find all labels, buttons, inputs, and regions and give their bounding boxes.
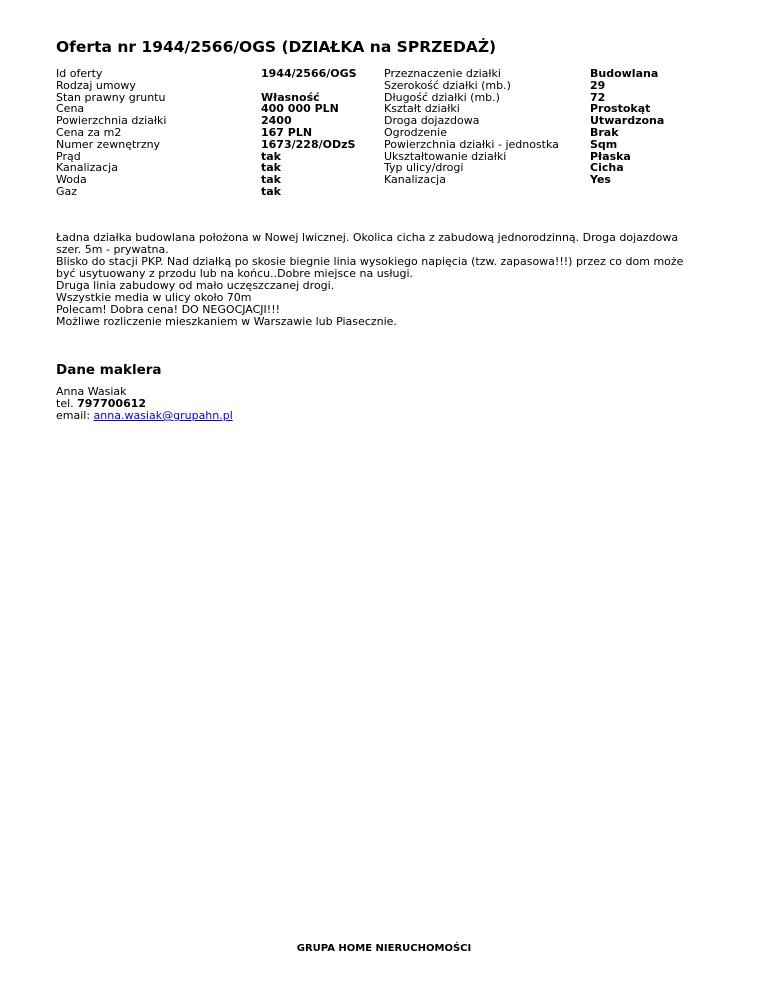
detail-label: Typ ulicy/drogi <box>384 161 464 175</box>
email-label: email: <box>56 409 91 422</box>
detail-label: Rodzaj umowy <box>56 78 136 92</box>
detail-value: Cicha <box>590 161 624 175</box>
detail-value: 29 <box>590 78 606 92</box>
detail-value: Własność <box>261 90 320 104</box>
left-values-column <box>261 68 376 198</box>
detail-value: 400 000 PLN <box>261 102 339 116</box>
detail-value: Budowlana <box>590 67 659 80</box>
detail-label: Stan prawny gruntu <box>56 90 166 104</box>
detail-label: Ukształtowanie działki <box>384 149 507 163</box>
detail-value: 72 <box>590 90 606 104</box>
detail-label: Kształt działki <box>384 102 460 116</box>
detail-label: Gaz <box>56 184 78 198</box>
detail-label: Cena za m2 <box>56 125 122 139</box>
description-paragraph: Ładna działka budowlana położona w Nowej Iwicznej. Okolica cicha z zabudową jednorodzinną. Droga dojazdowa szer. 5m - prywatna. <box>56 231 679 256</box>
detail-label: Ogrodzenie <box>384 125 447 139</box>
agent-heading: Dane maklera <box>56 362 162 378</box>
description-paragraph: Wszystkie media w ulicy około 70m <box>56 291 252 304</box>
detail-value: 1673/228/ODzS <box>261 137 356 151</box>
detail-label: Przeznaczenie działki <box>384 67 501 80</box>
detail-label: Długość działki (mb.) <box>384 90 500 104</box>
detail-label: Kanalizacja <box>56 161 118 175</box>
detail-value: 1944/2566/OGS <box>261 67 357 80</box>
agent-name: Anna Wasiak <box>56 385 127 398</box>
right-values-column <box>590 68 710 186</box>
detail-label: Prąd <box>56 149 81 163</box>
description-paragraph: Druga linia zabudowy od mało uczęszczanej drogi. <box>56 279 335 292</box>
detail-value: tak <box>261 161 281 175</box>
agent-email-line <box>56 410 233 422</box>
offer-description <box>56 232 706 328</box>
email-link[interactable]: anna.wasiak@grupahn.pl <box>93 409 233 422</box>
detail-value <box>261 80 376 92</box>
detail-value: 2400 <box>261 114 292 128</box>
detail-value: Utwardzona <box>590 114 665 128</box>
phone-number: 797700612 <box>77 397 147 410</box>
description-paragraph: Blisko do stacji PKP. Nad działką po skosie biegnie linia wysokiego napięcia (tzw. zapasowa!!!) przez co dom może być usytuowany z przodu lub na końcu..Dobre miejsce na usługi. <box>56 255 684 280</box>
description-paragraph: Polecam! Dobra cena! DO NEGOCJACJI!!! <box>56 303 281 316</box>
right-labels-column <box>384 68 584 186</box>
detail-label: Powierzchnia działki <box>56 114 167 128</box>
offer-title: Oferta nr 1944/2566/OGS (DZIAŁKA na SPRZEDAŻ) <box>56 38 497 56</box>
detail-label: Id oferty <box>56 67 103 80</box>
detail-label: Szerokość działki (mb.) <box>384 78 511 92</box>
detail-value: Brak <box>590 125 619 139</box>
detail-value: tak <box>261 184 281 198</box>
agent-contact <box>56 386 233 422</box>
detail-value: Płaska <box>590 149 631 163</box>
detail-value: Sqm <box>590 137 618 151</box>
detail-label: Droga dojazdowa <box>384 114 480 128</box>
detail-value: Prostokąt <box>590 102 651 116</box>
detail-label: Powierzchnia działki - jednostka <box>384 137 559 151</box>
detail-value: Yes <box>590 173 611 187</box>
detail-label: Cena <box>56 102 85 116</box>
detail-value: 167 PLN <box>261 125 313 139</box>
detail-label: Numer zewnętrzny <box>56 137 161 151</box>
detail-label: Woda <box>56 173 87 187</box>
detail-label: Kanalizacja <box>384 173 446 187</box>
detail-value: tak <box>261 149 281 163</box>
left-labels-column <box>56 68 246 198</box>
footer-company-name: GRUPA HOME NIERUCHOMOŚCI <box>296 943 472 954</box>
description-paragraph: Możliwe rozliczenie mieszkaniem w Warszawie lub Piasecznie. <box>56 315 397 328</box>
detail-value: tak <box>261 173 281 187</box>
phone-label: tel. <box>56 397 74 410</box>
